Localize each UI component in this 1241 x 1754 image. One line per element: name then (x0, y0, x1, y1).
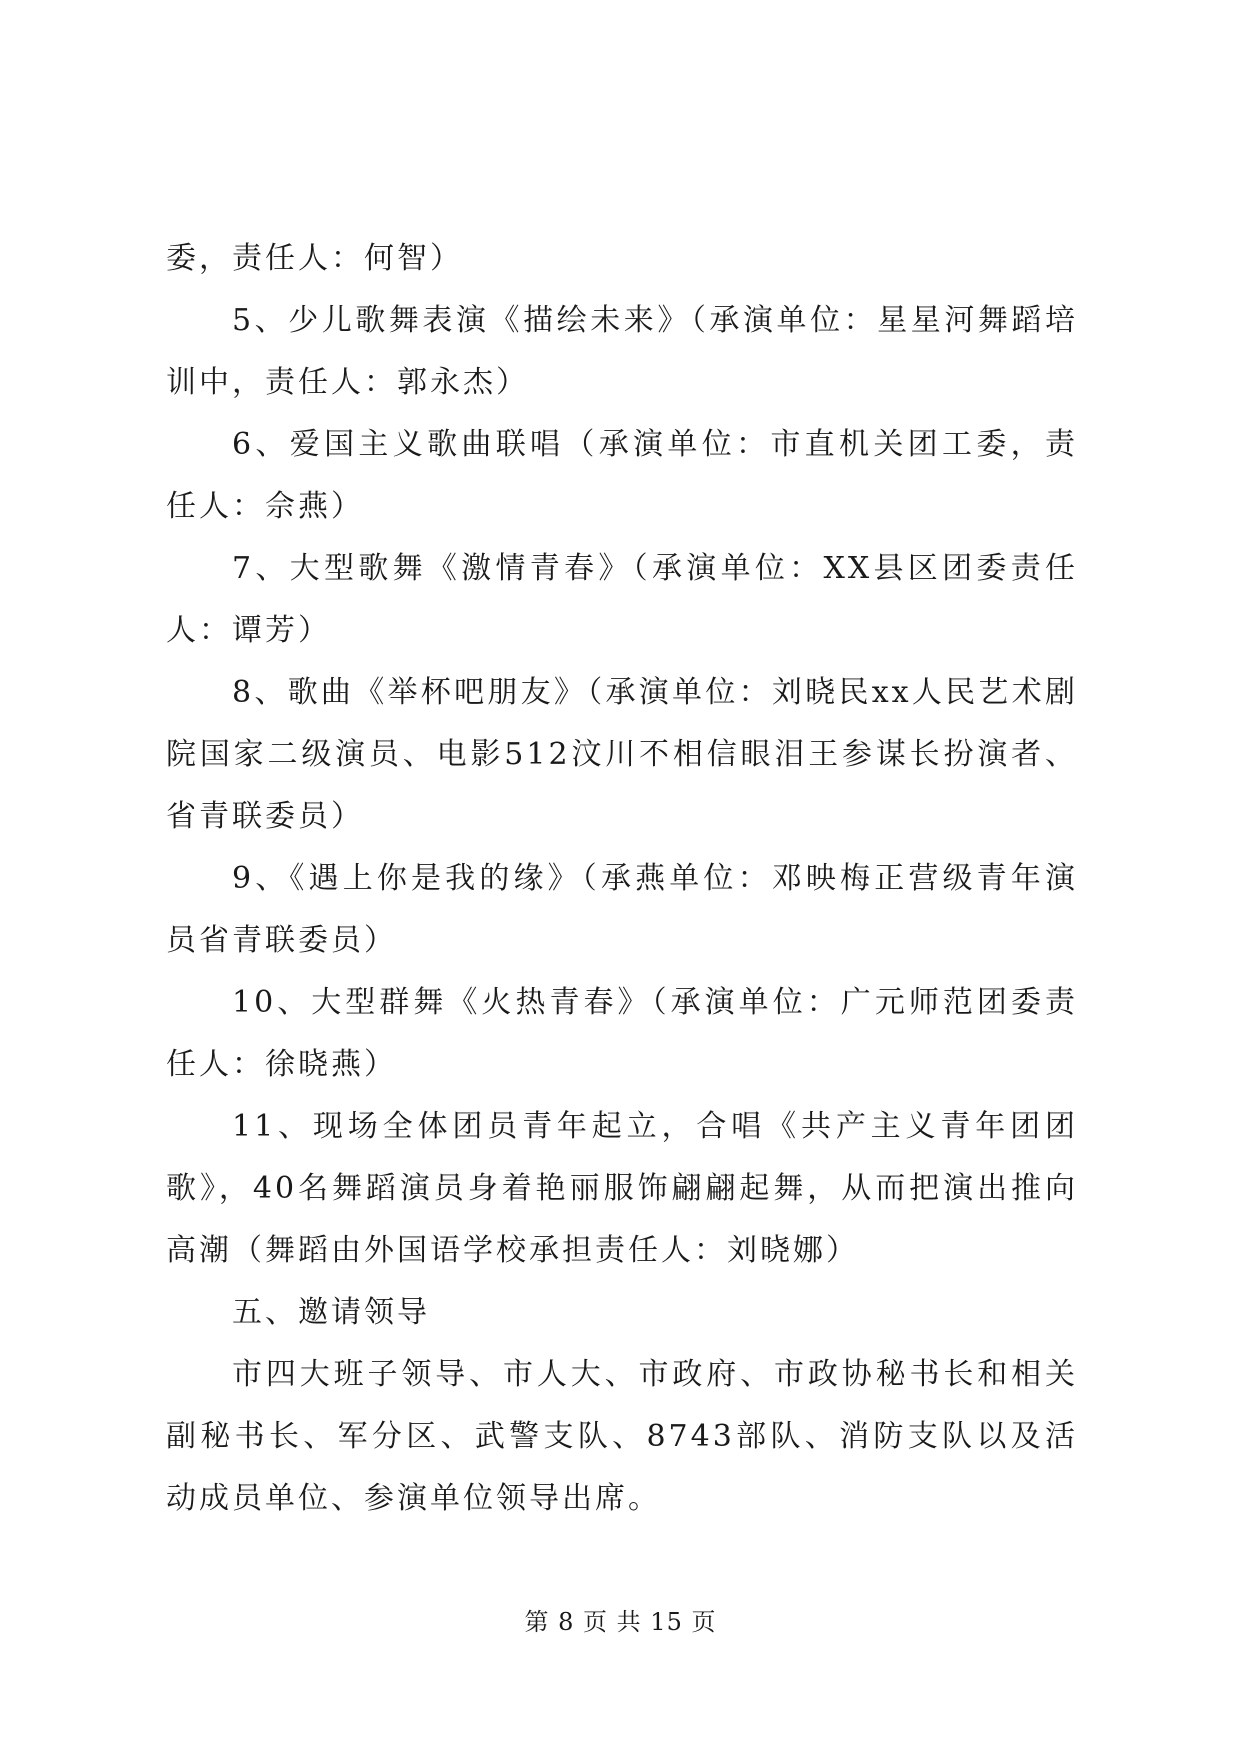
paragraph-item-6: 6、爱国主义歌曲联唱（承演单位：市直机关团工委，责任人：佘燕） (166, 427, 1078, 524)
paragraph-item-7: 7、大型歌舞《激情青春》（承演单位：XX县区团委责任人：谭芳） (166, 551, 1078, 648)
paragraph-continuation: 委，责任人：何智） (166, 241, 463, 276)
paragraph-item-9: 9、《遇上你是我的缘》（承燕单位：邓映梅正营级青年演员省青联委员） (166, 861, 1078, 958)
section-heading-invite-leaders: 五、邀请领导 (232, 1295, 430, 1330)
paragraph-item-8: 8、歌曲《举杯吧朋友》（承演单位：刘晓民xx人民艺术剧院国家二级演员、电影512汶川不相信眼泪王参谋长扮演者、省青联委员） (166, 675, 1078, 834)
paragraph-item-11: 11、现场全体团员青年起立，合唱《共产主义青年团团歌》，40名舞蹈演员身着艳丽服饰翩翩起舞，从而把演出推向高潮（舞蹈由外国语学校承担责任人：刘晓娜） (166, 1109, 1078, 1268)
paragraph-leaders-list: 市四大班子领导、市人大、市政府、市政协秘书长和相关副秘书长、军分区、武警支队、8743部队、消防支队以及活动成员单位、参演单位领导出席。 (166, 1357, 1078, 1516)
paragraph-item-5: 5、少儿歌舞表演《描绘未来》（承演单位：星星河舞蹈培训中，责任人：郭永杰） (166, 303, 1078, 400)
paragraph-item-10: 10、大型群舞《火热青春》（承演单位：广元师范团委责任人：徐晓燕） (166, 985, 1078, 1082)
document-body (166, 228, 1078, 1530)
page-number-footer: 第 8 页 共 15 页 (524, 1608, 717, 1636)
